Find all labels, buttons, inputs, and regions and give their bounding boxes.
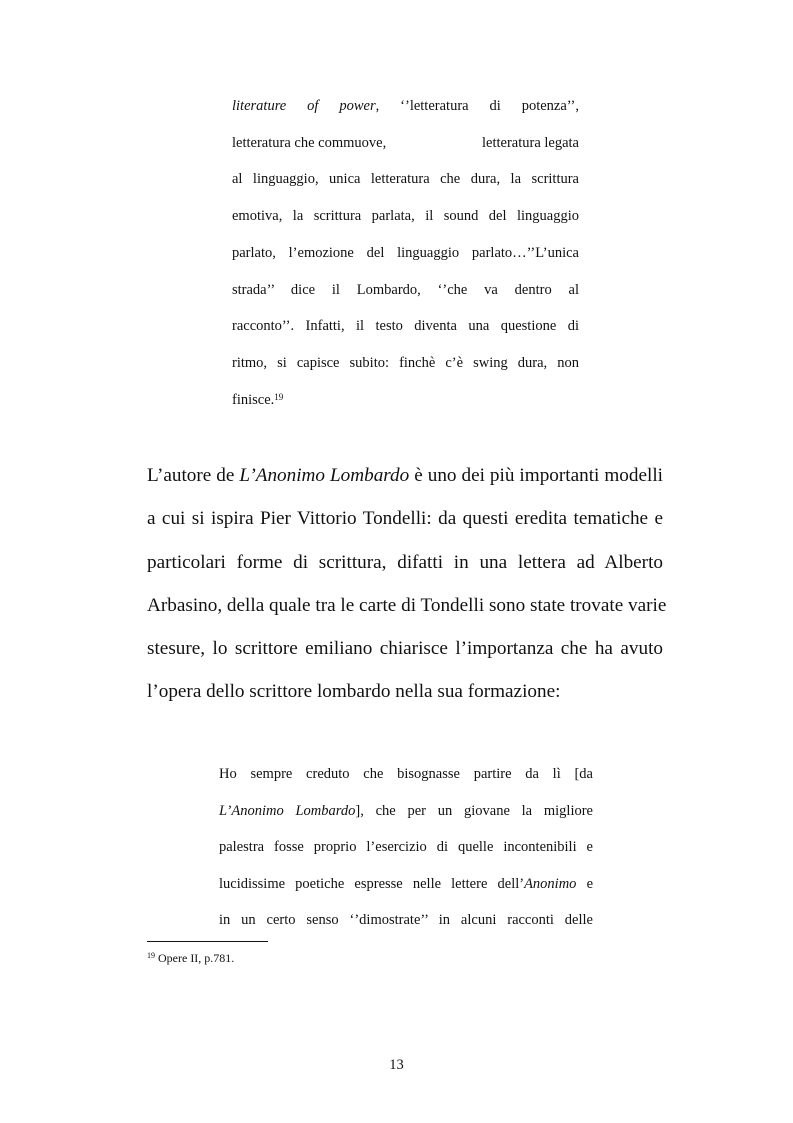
quote1-line-4: emotiva, la scrittura parlata, il sound del linguaggio xyxy=(232,208,579,225)
footnote-number: 19 xyxy=(147,951,155,960)
quote1-line-7: racconto’’. Infatti, il testo diventa una questione di xyxy=(232,318,579,335)
footnote-separator xyxy=(147,941,268,942)
para-line-5: stesure, lo scrittore emiliano chiarisce l’importanza che ha avuto xyxy=(147,638,663,660)
para-line-3: particolari forme di scrittura, difatti in una lettera ad Alberto xyxy=(147,551,663,573)
quote2-line-2: L’Anonimo Lombardo], che per un giovane la migliore xyxy=(219,802,593,819)
block-quote-2 xyxy=(219,756,593,939)
quote1-line-9: finisce.$^{19}$ xyxy=(232,391,284,408)
block-quote-1 xyxy=(232,88,579,418)
page-number: 13 xyxy=(389,1057,404,1073)
footnote-text: Opere II, p.781. xyxy=(155,951,235,965)
quote2-line-1: Ho sempre creduto che bisognasse partire da lì [da xyxy=(219,766,593,782)
quote2-line-3: palestra fosse proprio l’esercizio di quelle incontenibili e xyxy=(219,839,593,856)
para-line-6: l’opera dello scrittore lombardo nella sua formazione: xyxy=(147,681,561,703)
body-paragraph xyxy=(147,454,667,714)
quote1-line-3: al linguaggio, unica letteratura che dura, la scrittura xyxy=(232,171,579,188)
para-line-1: L’autore de L’Anonimo Lombardo è uno dei più importanti modelli xyxy=(147,465,663,486)
para-line-2: a cui si ispira Pier Vittorio Tondelli: da questi eredita tematiche e xyxy=(147,508,663,530)
quote1-line-2: letteratura che commuove, letteratura legata xyxy=(232,134,579,151)
footnote-19 xyxy=(147,950,234,966)
para-line-4: Arbasino, della quale tra le carte di Tondelli sono state trovate varie xyxy=(147,594,667,616)
quote2-line-4: lucidissime poetiche espresse nelle lettere dell’Anonimo e xyxy=(219,875,593,892)
quote1-line-6: strada’’ dice il Lombardo, ‘’che va dentro al xyxy=(232,281,579,298)
quote1-line-8: ritmo, si capisce subito: finchè c’è swing dura, non xyxy=(232,354,579,371)
quote2-line-5: in un certo senso ‘’dimostrate’’ in alcuni racconti delle xyxy=(219,912,593,929)
quote1-line-5: parlato, l’emozione del linguaggio parlato…’’L’unica xyxy=(232,244,579,261)
quote1-line-1: literature of power, ‘’letteratura di potenza’’, xyxy=(232,98,579,114)
footnote-ref-19[interactable]: 19 xyxy=(274,391,284,402)
